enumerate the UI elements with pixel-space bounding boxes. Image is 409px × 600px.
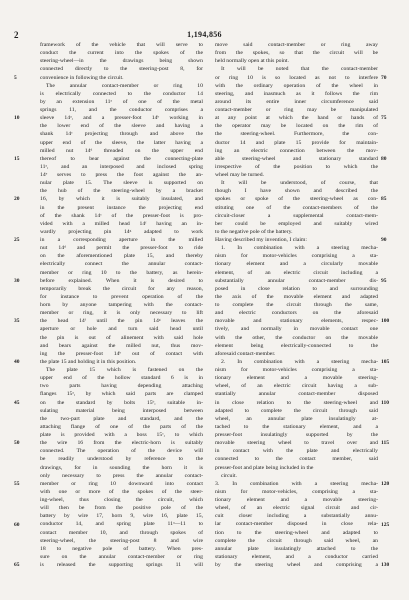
line-number: 90 (381, 237, 387, 244)
left-column-line: the plate 15 and holding it in this position. (40, 358, 137, 365)
left-column-line: horn by anyone tampering with the contact- (40, 302, 203, 308)
right-column-line: irrespective of the position to which the (215, 163, 378, 170)
line-number: 25 (14, 237, 20, 244)
right-column-line: 3. In combination with a steering mecha- (215, 480, 378, 487)
left-column-line: conductor 14, and spring plate 11ᵃ—11 to (40, 521, 203, 528)
left-column-line: only necessary to press the annular contact- (40, 472, 203, 479)
right-column-line: to complete the circuit through the same, (215, 302, 378, 308)
left-column-line: nut 14ᵈ and permit the presser-foot to ride (40, 245, 203, 252)
left-column-line: in the present instance the projecting end (40, 204, 203, 211)
right-column-line: tively, and normally in movable contact one (215, 326, 378, 333)
right-column-line: though I have shown and described the (215, 188, 378, 195)
page-number: 2 (14, 30, 19, 40)
left-column-line: electrically connect the annular contact- (40, 261, 203, 268)
left-column-line: milled nut 14ᵈ threaded on the upper end (40, 147, 203, 154)
left-column-line: be readily understood by reference to the (40, 456, 203, 463)
right-column-line: movable and stationary elements, respec- (215, 318, 378, 325)
left-column-line: conduct the current into the spokes of the (40, 50, 203, 57)
right-column-line: or ring 10 is so located as not to interfere (215, 74, 378, 81)
line-number: 5 (14, 74, 17, 81)
right-column-line: connected to the contact member, said (215, 456, 378, 463)
right-column-line: to the negative pole of the battery. (215, 228, 293, 235)
left-column-line: with one or more of the spokes of the steer- (40, 488, 203, 495)
right-column-line: the operator may be located on the rim of (215, 123, 378, 130)
left-column-line: the lower end of the sleeve and having a (40, 123, 203, 130)
left-column-line: connected directly to the steering-post 8, for (40, 66, 203, 73)
line-number: 35 (14, 318, 20, 325)
right-column-line: at any point at which the hand or hands of (215, 115, 378, 122)
right-column-line: ing an electric connection between the mov- (215, 147, 378, 154)
left-column-line: steering-wheel—in the drawings being shown (40, 58, 203, 65)
line-number: 50 (14, 440, 20, 447)
right-column-line: movable steering wheel to travel over and (215, 440, 378, 447)
patent-number: 1,194,856 (187, 30, 222, 39)
right-column-line: stantially annular contact-member disposed (215, 391, 378, 398)
right-column-line: around its entire inner circumference said (215, 98, 378, 105)
left-column-line: upper end of the hollow standard 6 is in (40, 375, 203, 382)
line-number: 100 (381, 318, 390, 325)
right-column-line: and electric conductors on the aforesaid (215, 310, 378, 317)
right-column-line: posed in close relation to and surrounding (215, 285, 378, 292)
left-column-line: the hub of the steering-wheel by a bracket (40, 188, 203, 195)
left-column-line: in a corresponding aperture in the milled (40, 237, 203, 243)
line-number: 95 (381, 277, 387, 284)
right-column-line: adapted to complete the circuit through said (215, 407, 378, 414)
right-column-line: with the other, the conductor on the movable (215, 334, 378, 341)
left-column-line: the two-part plate and standard, and the (40, 415, 203, 422)
left-column-line: by an extension 11ᵃ of one of the metal (40, 98, 203, 105)
right-column-line: the steering-wheel. Furthermore, the con- (215, 131, 378, 138)
line-number: 15 (14, 155, 20, 162)
right-column-line: complete the circuit through said wheel, an (215, 537, 378, 544)
right-column-line: nism for motor-vehicles comprising a sta- (215, 253, 378, 260)
left-column-line: shank 14ᶜ projecting through and above the (40, 131, 203, 138)
right-column-line: cuit closer including a substantially annu- (215, 513, 378, 520)
right-column-line: element, of an electric circuit including a (215, 269, 378, 276)
left-column-line: sure on the annular contact-member or ring (40, 553, 203, 560)
line-number: 105 (381, 359, 390, 366)
left-column-line: nular plate 15. The sleeve is supported on (40, 180, 203, 187)
left-column-line: temporarily break the circuit for any reason, (40, 285, 203, 292)
left-column-line: flanges 15ᵃ, by which said parts are clamped (40, 391, 203, 398)
left-column-line: drawings, for in sounding the horn it is (40, 464, 203, 471)
left-column-line: sulating material being interposed between (40, 407, 203, 414)
left-text-column (40, 41, 203, 569)
right-column-line: wheel, of an electric signal circuit and cir- (215, 505, 378, 512)
right-column-line: tached to the stationary element, and a (215, 423, 378, 430)
line-number: 55 (14, 481, 20, 488)
left-column-line: The annular contact-member or ring 10 (46, 82, 203, 89)
line-number: 130 (381, 562, 390, 569)
line-number: 70 (381, 74, 387, 81)
left-column-line: the wire 16 from the electric-horn is suitably (40, 440, 203, 447)
line-number: 85 (381, 196, 387, 203)
right-column-line: from the spokes, so that the circuit will be (215, 50, 378, 57)
right-column-line: tion to the steering-wheel and adapted to (215, 529, 378, 536)
left-column-line: sleeve 14ᵃ, and a presser-foot 14ᵇ working in (40, 115, 203, 122)
left-column-line: plate is provided with a boss 15ᶜ, to which (40, 432, 203, 438)
left-column-line: two parts having depending attaching (40, 383, 203, 390)
left-column-line: The plate 15 which is fastened on the (46, 367, 203, 373)
right-column-line: steering, and inasmuch as it follows the rim (215, 90, 378, 97)
left-column-line: is electrically connected to the conductor 14 (40, 90, 203, 97)
left-column-line: is released the supporting springs 11 will (40, 562, 203, 568)
left-column-line: ing the presser-foot 14ᵇ out of contact with (40, 350, 203, 357)
line-number: 120 (381, 481, 390, 488)
right-column-line: stituting one of the contact-members of the (215, 204, 378, 211)
right-column-line: It will be noted that the contact-member (221, 66, 378, 73)
left-column-line: connected. The operation of the device will (40, 448, 203, 455)
line-number: 110 (381, 399, 389, 406)
left-column-line: contact member 10, and through spokes of (40, 529, 203, 536)
left-column-line: thereof to bear against the connecting-plate (40, 155, 203, 162)
left-column-line: and bears against the milled nut, thus mov- (40, 342, 203, 349)
line-number: 10 (14, 115, 20, 122)
right-column-line: annular plate insulatingly attached to the (215, 545, 378, 552)
left-column-line: member or ring 10 to the battery, as herein- (40, 269, 203, 276)
line-number: 45 (14, 399, 20, 406)
left-column-line: for instance to prevent operation of the (40, 293, 203, 300)
left-column-line: on the standard by bolts 15ᵇ, suitable in- (40, 399, 203, 406)
right-column-line: able steering-wheel and stationary standard (215, 155, 378, 162)
line-number: 20 (14, 196, 20, 203)
right-column-line: It will be understood, of course, that (221, 180, 378, 187)
left-column-line: the head 14ᶠ until the pin 14ᵍ leaves the (40, 318, 203, 325)
right-column-line: in contact with the plate and electrically (215, 448, 378, 455)
left-column-line: the pin is out of alinement with said hole (40, 334, 203, 341)
left-column-line: wardly projecting pin 14ᵍ adapted to work (40, 228, 203, 235)
right-column-line: spokes or spoke of the steering-wheel as con- (215, 196, 378, 203)
right-column-line: stationary element, and a conductor carried (215, 553, 378, 560)
left-column-line: on the aforementioned plate 15, and thereby (40, 253, 203, 260)
left-column-line: before explained. When it is desired to (40, 277, 203, 284)
right-column-line: lar contact-member disposed in close rela- (215, 521, 378, 528)
left-column-line: battery by wire 17, horn 9, wire 16, plate 15, (40, 513, 203, 520)
right-column-line: wheel may be turned. (215, 172, 264, 178)
right-column-line: 2. In combination with a steering mecha- (221, 358, 378, 365)
left-column-line: aperture or hole and turn said head until (40, 326, 203, 333)
line-number: 30 (14, 277, 20, 284)
right-column-line: move said contact-member or ring away (215, 42, 378, 48)
right-column-line: tionary element and a movable steering- (215, 375, 378, 382)
right-column-line: nism for motor-vehicles comprising a sta- (215, 367, 378, 373)
left-column-line: vided with a milled head 14ᶠ having an in- (40, 220, 203, 227)
left-column-line: convenience in following the circuit. (40, 74, 124, 81)
left-column-line: member or ring 10 downward into contact (40, 480, 203, 487)
right-column-line: substantially annular contact-member dis- (215, 277, 378, 284)
right-column-line: wheel, an annular plate insulatingly at- (215, 415, 378, 422)
right-column-line: the axis of the movable element and adapted (215, 293, 378, 300)
line-number: 40 (14, 359, 20, 366)
right-column-line: presser-foot and plate being included in the (215, 464, 314, 471)
right-text-column (215, 41, 378, 569)
line-number: 115 (381, 440, 389, 447)
left-column-line: 11ᵃ, and an interposed and inclosed spring (40, 163, 203, 170)
left-column-line: 18 to negative pole of battery. When pres- (40, 545, 203, 552)
right-column-line: wheel, of an electric circuit having a sub- (215, 383, 378, 390)
right-column-line: element being electrically-connected to the (215, 342, 378, 349)
right-column-line: held normally open at this point. (215, 58, 289, 65)
right-column-line: tionary element and a movable steering- (215, 497, 378, 503)
right-column-line: 1. In combination with a steering mecha- (221, 245, 378, 252)
line-number: 60 (14, 521, 20, 528)
left-column-line: 16, by which it is suitably insulated, and (40, 196, 203, 203)
line-number: 125 (381, 521, 390, 528)
left-column-line: framework of the vehicle that will serve to (40, 42, 203, 48)
left-column-line: member or ring, it is only necessary to lift (40, 310, 203, 317)
right-column-line: with the ordinary operation of the wheel in (215, 82, 378, 89)
right-column-line: contact-member or ring may be manipulated (215, 107, 378, 113)
left-column-line: attaching flange of one of the parts of the (40, 423, 203, 430)
right-column-line: circuit. (221, 472, 237, 479)
right-column-line: ber could be employed and suitably wired (215, 220, 378, 227)
left-column-line: springs 11, and the conductor comprises a (40, 107, 203, 113)
left-column-line: will then be from the positive pole of the (40, 505, 203, 512)
right-column-line: tionary element and a circularly movable (215, 261, 378, 268)
left-column-line: ing-wheel, thus closing the circuit, which (40, 497, 203, 503)
right-column-line: aforesaid contact-member. (215, 350, 276, 357)
left-column-line: 14ᵉ serves to press the foot against the an- (40, 172, 203, 178)
left-column-line: upper end of the sleeve, the latter having a (40, 139, 203, 146)
right-column-line: nism for motor-vehicles, comprising a sta- (215, 488, 378, 495)
right-column-line: by the steering wheel and comprising a (215, 562, 378, 568)
left-column-line: of the shank 14ᶜ of the presser-foot is pro- (40, 212, 203, 219)
line-number: 80 (381, 155, 387, 162)
right-column-line: in close relation to the steering-wheel and (215, 399, 378, 406)
right-column-line: Having described my invention, I claim: (215, 237, 307, 243)
line-number: 65 (14, 562, 20, 569)
left-column-line: steering-wheel, the steering-post 8 and wire (40, 537, 203, 544)
right-column-line: circuit-closer a supplemental contact-mem- (215, 212, 378, 219)
line-number: 75 (381, 115, 387, 122)
right-column-line: ductor 14 and plate 15 provide for maintain- (215, 139, 378, 146)
right-column-line: presser-foot insulatingly supported by the (215, 432, 378, 438)
